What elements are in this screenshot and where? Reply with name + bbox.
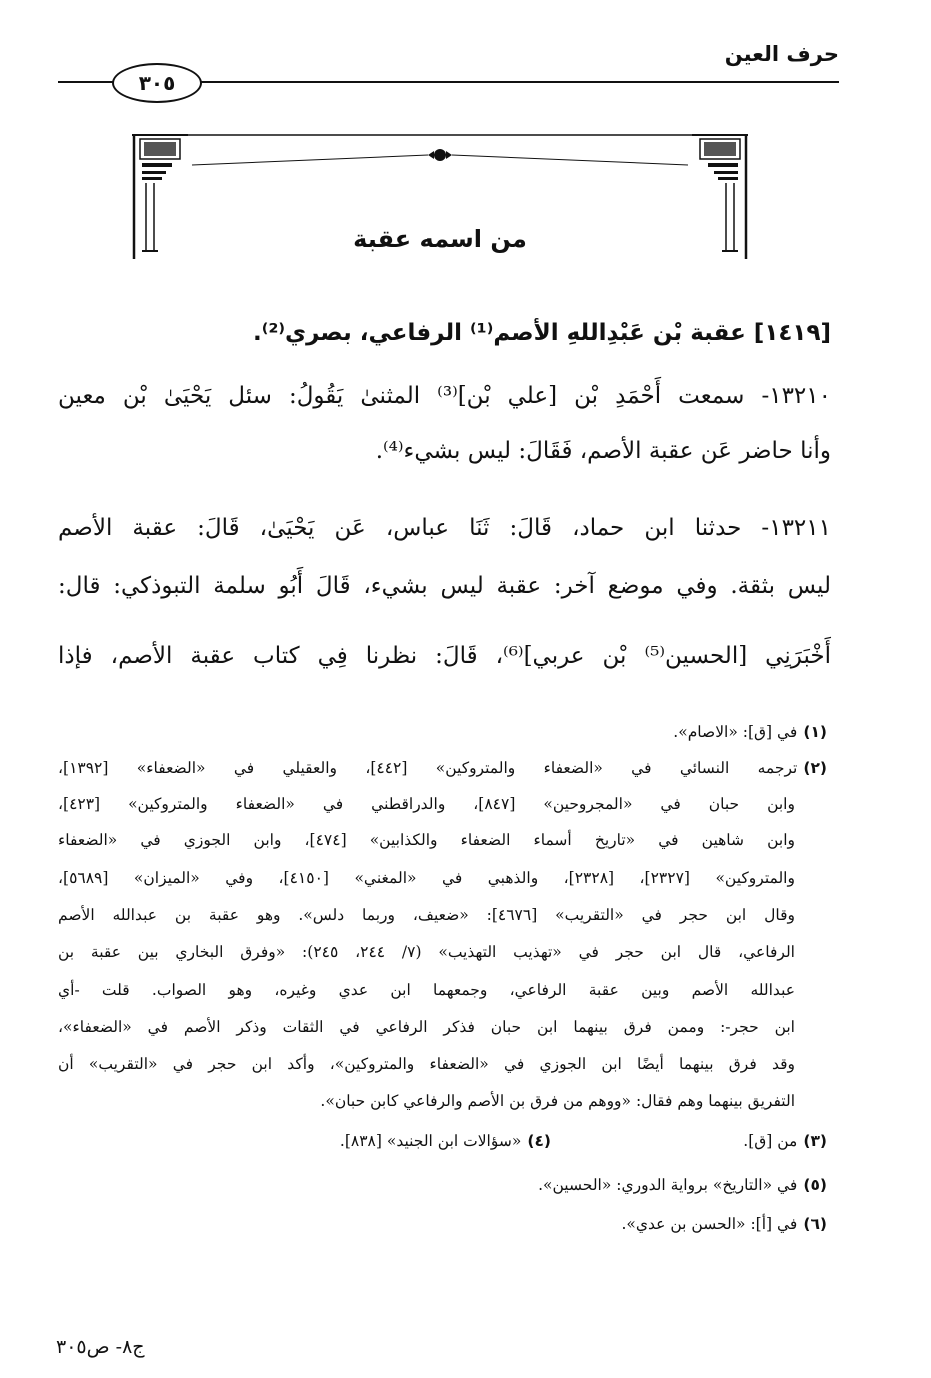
footnote-text: في [ق]: «الاصام».	[673, 723, 798, 741]
chapter-title: من اسمه عقبة	[353, 225, 527, 253]
volume-page-reference: ج٨- ص٣٠٥	[56, 1336, 145, 1358]
footnote-text: من [ق].	[743, 1132, 798, 1150]
paragraph-line: وأنا حاضر عَن عقبة الأصم، فَقَالَ: ليس بشيء⁽⁴⁾.	[375, 438, 831, 464]
footnote-text: في [أ]: «الحسن بن عدي».	[621, 1215, 798, 1233]
footnote-line: والمتروكين» [٢٣٢٧]، [٢٣٢٨]، والذهبي في «المغني» [٤١٥٠]، وفي «الميزان» [٥٦٨٩]،	[58, 869, 795, 887]
footnote-line: وابن شاهين في «تاريخ أسماء الضعفاء والكذابين» [٤٧٤]، وابن الجوزي في «الضعفاء	[58, 831, 795, 849]
paragraph-line: ١٣٢١٠- سمعت أَحْمَدِ بْن [علي بْن]⁽³⁾ المثنىٰ يَقُولُ: سئل يَحْيَىٰ بْن معين	[58, 383, 831, 409]
footnote-line: ابن حجر-: وممن فرق بينهما ابن حبان فذكر الرفاعي في الثقات وذكر الأصم في «الضعفاء»،	[58, 1018, 795, 1036]
footnote-text: «سؤالات ابن الجنيد» [٨٣٨].	[339, 1132, 522, 1150]
footnote-line: الرفاعي، قال ابن حجر في «تهذيب التهذيب» (٧/ ٢٤٤، ٢٤٥): «وفرق البخاري بين عقبة بن	[58, 943, 795, 961]
footnote-number: (٢)	[803, 759, 827, 777]
footnote	[622, 1214, 828, 1234]
paragraph-line: ١٣٢١١- حدثنا ابن حماد، قَالَ: ثَنَا عباس، عَن يَحْيَىٰ، قَالَ: عقبة الأصم	[58, 515, 831, 541]
footnote-line: عبدالله الأصم وبين عقبة الرفاعي، وجمعهما ابن عدي وغيره، وهو الصواب. قلت -أي	[58, 981, 795, 999]
footnote-text: في «التاريخ» برواية الدوري: «الحسين».	[538, 1176, 798, 1194]
footnote-text: ترجمه النسائي في «الضعفاء والمتروكين» [٤٤٢]، والعقيلي في «الضعفاء» [١٣٩٢]،	[58, 759, 798, 777]
footnote-line: التفريق بينهما وهم فقال: «ووهم من فرق بن الأصم والرفاعي كابن حبان».	[320, 1092, 795, 1110]
footnote-number: (٥)	[803, 1176, 827, 1194]
footnote	[58, 758, 827, 778]
footnote-number: (٣)	[803, 1132, 827, 1150]
footnote	[743, 1131, 827, 1151]
footnote-number: (٤)	[527, 1132, 551, 1150]
chapter-banner	[132, 131, 748, 261]
paragraph-line: أَخْبَرَنِي [الحسين⁽⁵⁾ بْن عربي]⁽⁶⁾، قَالَ: نظرنا فِي كتاب عقبة الأصم، فإذا	[58, 643, 831, 669]
footnote-number: (١)	[803, 723, 827, 741]
paragraph-line: ليس بثقة. وفي موضع آخر: عقبة ليس بشيء، قَالَ أَبُو سلمة التبوذكي: قال:	[58, 573, 831, 599]
footnote	[340, 1131, 551, 1151]
footnote	[538, 1175, 827, 1195]
page-number-badge	[112, 63, 202, 103]
footnote-number: (٦)	[803, 1215, 827, 1233]
entry-heading: [١٤١٩] عقبة بْن عَبْدِاللهِ الأصم⁽¹⁾ الرفاعي، بصري⁽²⁾.	[252, 320, 831, 346]
footnote-line: وابن حبان في «المجروحين» [٨٤٧]، والدراقطني في «الضعفاء والمتروكين» [٤٢٣]،	[58, 795, 795, 813]
footnote-line: وقال ابن حجر في «التقريب» [٤٦٧٦]: «ضعيف، وربما دلس». وهو عقبة بن عبدالله الأصم	[58, 906, 795, 924]
footnote-line: وقد فرق بينهما أيضًا ابن الجوزي في «الضعفاء والمتروكين»، وأكد ابن حجر في «التقريب» أن	[58, 1055, 795, 1073]
running-header	[0, 0, 931, 110]
chapter-running-title: حرف العين	[724, 42, 839, 66]
footnote	[673, 722, 827, 742]
page-number: ٣٠٥	[138, 71, 176, 95]
